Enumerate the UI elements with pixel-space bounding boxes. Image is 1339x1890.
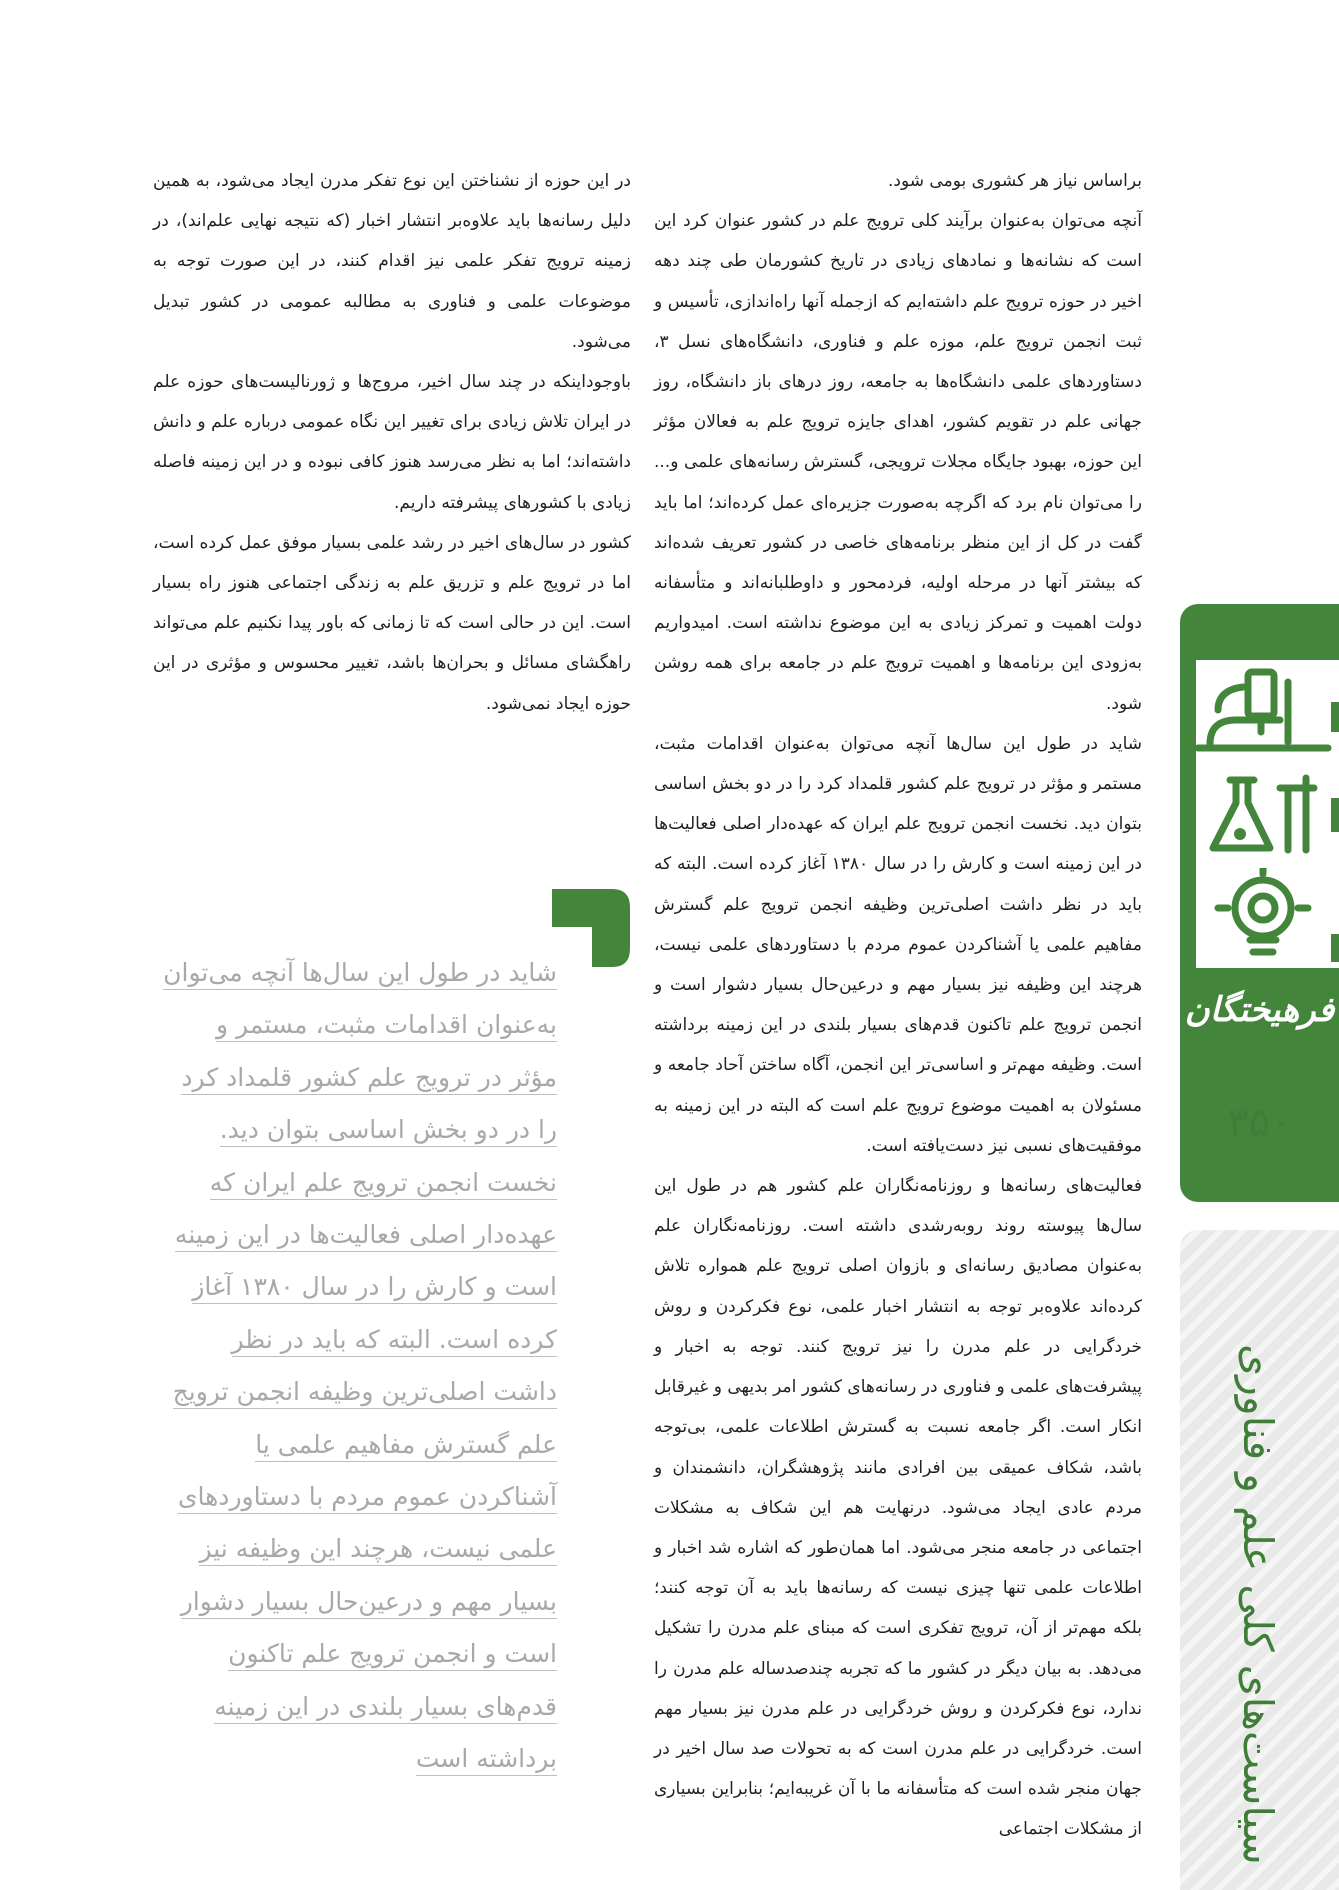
page-number: ۳۵۰ [1227,1100,1292,1146]
paragraph: کشور در سال‌های اخیر در رشد علمی بسیار موفق عمل کرده است، اما در ترویج علم و تزریق علم به زندگی اجتماعی هنوز راه بسیار است. این در حالی است که تا زمانی که باور پیدا نکنیم علم می‌تواند راهگشای مسائل و بحران‌ها باشد، تغییر محسوس و مؤثری در این حوزه ایجاد نمی‌شود. [153,532,631,714]
microscope-icon [1188,662,1339,757]
paragraph: آنچه می‌توان به‌عنوان برآیند کلی ترویج علم در کشور عنوان کرد این است که نشانه‌ها و نمادهای زیادی در تاریخ کشورمان طی چند دهه اخیر در حوزه ترویج علم داشته‌ایم که ازجمله آنها راه‌اندازی، تأسیس و ثبت انجمن ترویج علم، موزه علم و فناوری، دانشگاه‌های نسل ۳، دستاوردهای علمی دانشگاه‌ها به جامعه، روز درهای باز دانشگاه، روز جهانی علم در تقویم کشور، اهدای جایزه ترویج علم به فعالان مؤثر این حوزه، بهبود جایگاه مجلات ترویجی، گسترش رسانه‌های علمی و... را می‌توان نام برد که اگرچه به‌صورت جزیره‌ای عمل کرده‌اند؛ اما باید گفت در کل از این منظر برنامه‌های خاصی در کشور تعریف شده‌اند که بیشتر آنها در مرحله اولیه، فردمحور و داوطلبانه‌اند و متأسفانه دولت اهمیت و تمرکز زیادی به این موضوع نداشته است. امیدواریم به‌زودی این برنامه‌ها و اهمیت ترویج علم در جامعه برای همه روشن شود. [654,211,1142,714]
paragraph: در این حوزه از نشناختن این نوع تفکر مدرن ایجاد می‌شود، به همین دلیل رسانه‌ها باید علاوه‌بر انتشار اخبار (که نتیجه نهایی علم‌اند)، در زمینه ترویج تفکر علمی نیز اقدام کنند، در این صورت توجه به موضوعات علمی و فناوری به مطالبه عمومی در کشور تبدیل می‌شود. [153,171,631,352]
paragraph: باوجوداینکه در چند سال اخیر، مروج‌ها و ژورنالیست‌های حوزه علم در ایران تلاش زیادی برای تغییر این نگاه عمومی درباره علم و دانش داشته‌اند؛ اما به نظر می‌رسد هنوز کافی نبوده و در این زمینه فاصله زیادی با کشورهای پیشرفته داریم. [153,372,631,513]
paragraph: فعالیت‌های رسانه‌ها و روزنامه‌نگاران علم کشور هم در طول این سال‌ها پیوسته روند روبه‌رشدی داشته است. روزنامه‌نگاران علم به‌عنوان مصادیق رسانه‌ای و بازوان اصلی ترویج علم همواره تلاش کرده‌اند علاوه‌بر توجه به انتشار اخبار علمی، نوع فکرکردن و روش خردگرایی در علم مدرن را نیز ترویج کنند. توجه به اخبار و پیشرفت‌های علمی و فناوری در رسانه‌های کشور امر بدیهی و غیرقابل انکار است. اگر جامعه نسبت به گسترش اطلاعات علمی، بی‌توجه باشد، شکاف عمیقی بین افرادی مانند پژوهشگران، دانشمندان و مردم عادی ایجاد می‌شود. درنهایت هم این شکاف به مشکلات اجتماعی در جامعه منجر می‌شود. اما همان‌طور که اشاره شد اخبار و اطلاعات علمی تنها چیزی نیست که رسانه‌ها باید به آن توجه کنند؛ بلکه مهم‌تر از آن، ترویج تفکری است که مبنای علم مدرن را تشکیل می‌دهد. به بیان دیگر در کشور ما که تجربه چندصدساله علم مدرن را ندارد، نوع فکرکردن و روش خردگرایی در علم مدرن نیز بسیار مهم است. خردگرایی در علم مدرن است که به تحولات صد سال اخیر در جهان منجر شده است که متأسفانه ما با آن غریبه‌ایم؛ بنابراین بسیاری از مشکلات اجتماعی [654,1176,1142,1840]
pull-quote [162,947,557,1786]
body-column-right [654,161,1142,1850]
brand-logo: فرهیختگان [1184,990,1335,1030]
lab-flasks-icon [1188,768,1339,863]
lightbulb-gear-icon [1188,868,1339,963]
quote-mark-icon [552,889,630,967]
section-title: سیاست‌های کلی علم و فناوری [1234,1344,1282,1865]
pull-quote-text: شاید در طول این سال‌ها آنچه می‌توان به‌عنوان اقدامات مثبت، مستمر و مؤثر در ترویج علم کشور قلمداد کرد را در دو بخش اساسی بتوان دید. نخست انجمن ترویج علم ایران که عهده‌دار اصلی فعالیت‌ها در این زمینه است و کارش را در سال ۱۳۸۰ آغاز کرده است. البته که باید در نظر داشت اصلی‌ترین وظیفه انجمن ترویج علم گسترش مفاهیم علمی یا آشناکردن عموم مردم با دستاوردهای علمی نیست، هرچند این وظیفه نیز بسیار مهم و درعین‌حال بسیار دشوار است و انجمن ترویج علم تاکنون قدم‌های بسیار بلندی در این زمینه برداشته است [163,958,557,1776]
paragraph: براساس نیاز هر کشوری بومی شود. [888,171,1142,191]
body-column-left [153,161,631,724]
paragraph: شاید در طول این سال‌ها آنچه می‌توان به‌عنوان اقدامات مثبت، مستمر و مؤثر در ترویج علم کشور قلمداد کرد را در دو بخش اساسی بتوان دید. نخست انجمن ترویج علم ایران که عهده‌دار اصلی فعالیت‌ها در این زمینه است و کارش را در سال ۱۳۸۰ آغاز کرده است. البته که باید در نظر داشت اصلی‌ترین وظیفه انجمن ترویج علم گسترش مفاهیم علمی یا آشناکردن عموم مردم با دستاوردهای علمی نیست، هرچند این وظیفه نیز بسیار مهم و درعین‌حال بسیار دشوار است و انجمن ترویج علم تاکنون قدم‌های بسیار بلندی در این زمینه برداشته است. وظیفه مهم‌تر و اساسی‌تر این انجمن، آگاه ساختن آحاد جامعه و مسئولان به اهمیت موضوع ترویج علم است که البته در این زمینه به موفقیت‌های نسبی نیز دست‌یافته است. [654,733,1142,1156]
